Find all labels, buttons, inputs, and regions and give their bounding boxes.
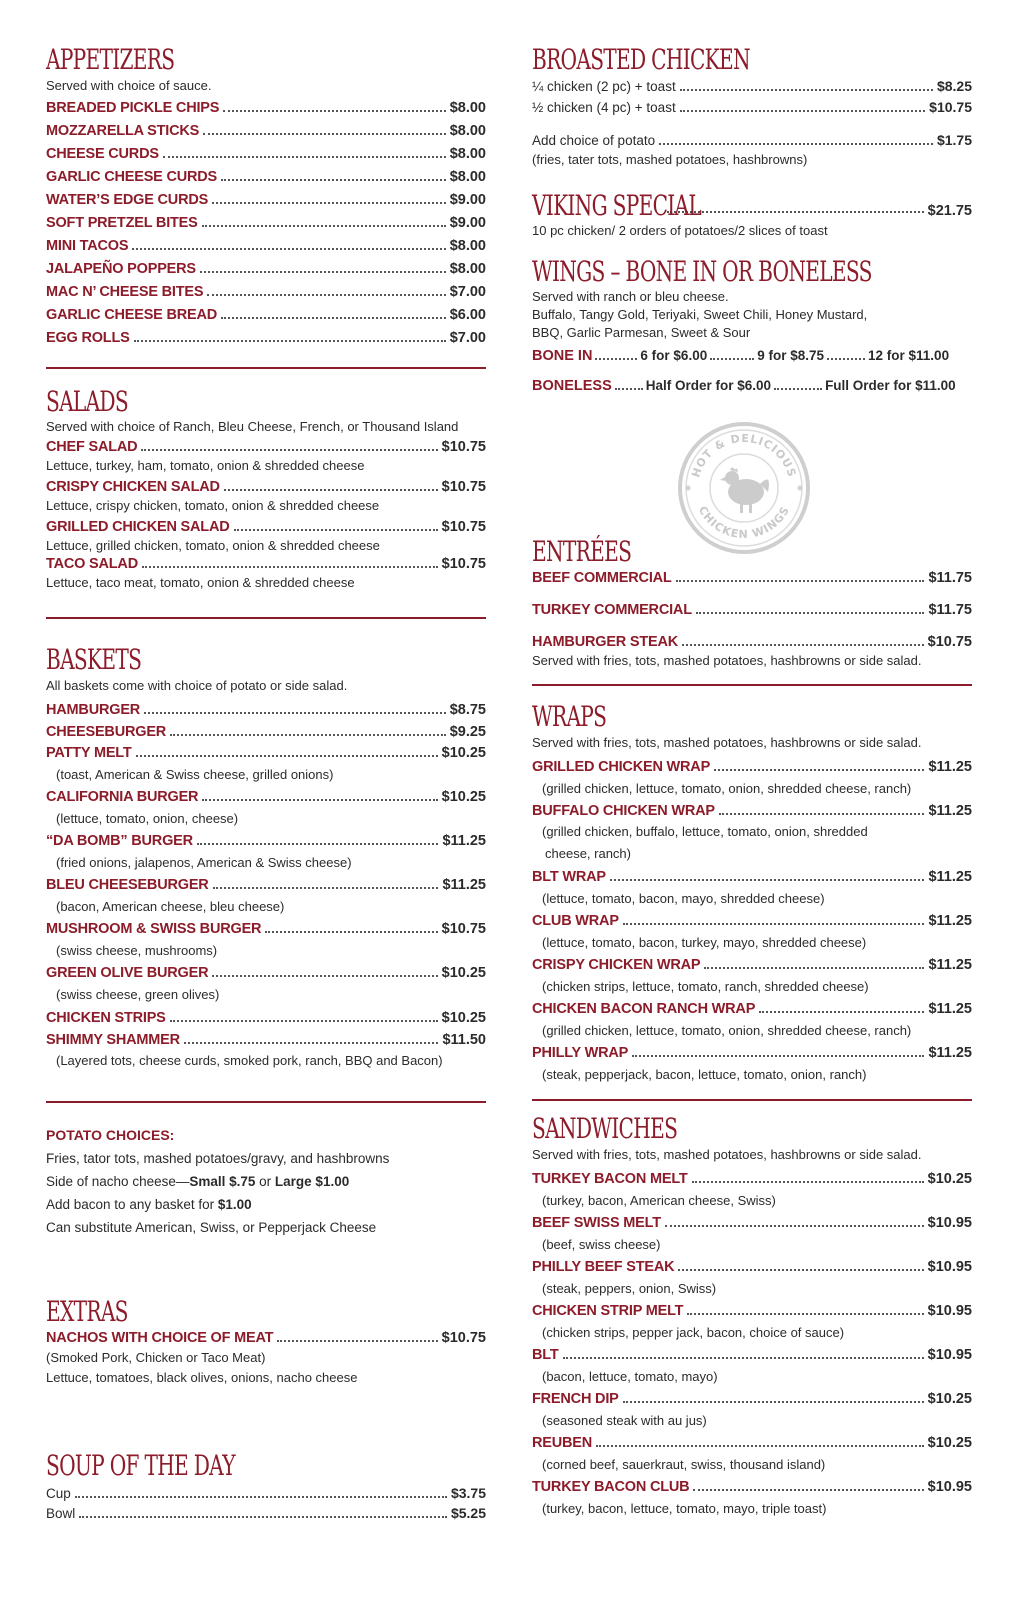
menu-item: CALIFORNIA BURGER $10.25 [46, 789, 486, 805]
wings-flavors: Buffalo, Tangy Gold, Teriyaki, Sweet Chili, Honey Mustard, [532, 307, 868, 322]
potato-choices-heading: POTATO CHOICES: [46, 1127, 175, 1143]
item-description: cheese, ranch) [545, 846, 631, 861]
item-description: (turkey, bacon, American cheese, Swiss) [542, 1193, 776, 1208]
item-description: (swiss cheese, mushrooms) [56, 943, 218, 958]
svg-text:HOT & DELICIOUS: HOT & DELICIOUS [689, 431, 799, 480]
wings-note: Served with ranch or bleu cheese. [532, 289, 729, 304]
menu-item: GRILLED CHICKEN SALAD $10.75 [46, 519, 486, 535]
extras-heading: EXTRAS [46, 1295, 128, 1328]
menu-item: PATTY MELT $10.25 [46, 745, 486, 761]
menu-item: NACHOS WITH CHOICE OF MEAT $10.75 [46, 1330, 486, 1346]
item-description: (seasoned steak with au jus) [542, 1413, 707, 1428]
viking-special-section [532, 190, 972, 239]
menu-item: TACO SALAD $10.75 [46, 556, 486, 572]
appetizers-heading: APPETIZERS [46, 43, 175, 76]
salads-heading: SALADS [46, 385, 128, 418]
item-description: (beef, swiss cheese) [542, 1237, 661, 1252]
item-description: 10 pc chicken/ 2 orders of potatoes/2 slices of toast [532, 223, 828, 238]
item-description: (lettuce, tomato, bacon, mayo, shredded cheese) [542, 891, 825, 906]
nacho-cheese-line: Side of nacho cheese—Small $.75 or Large $1.00 [46, 1174, 350, 1189]
menu-item: EGG ROLLS $7.00 [46, 330, 486, 346]
item-description: (fries, tater tots, mashed potatoes, hashbrowns) [532, 152, 808, 167]
item-description: (fried onions, jalapenos, American & Swiss cheese) [56, 855, 352, 870]
menu-item: MUSHROOM & SWISS BURGER $10.75 [46, 921, 486, 937]
menu-item: CRISPY CHICKEN SALAD $10.75 [46, 479, 486, 495]
menu-item: CHEESEBURGER $9.25 [46, 724, 486, 740]
item-description: (steak, peppers, onion, Swiss) [542, 1281, 717, 1296]
appetizers-note: Served with choice of sauce. [46, 78, 212, 93]
menu-item: ½ chicken (4 pc) + toast $10.75 [532, 99, 972, 115]
salads-list [46, 437, 486, 591]
item-description: (corned beef, sauerkraut, swiss, thousand island) [542, 1457, 826, 1472]
item-description: Lettuce, tomatoes, black olives, onions, nacho cheese [46, 1370, 358, 1385]
item-description: Lettuce, grilled chicken, tomato, onion & shredded cheese [46, 538, 380, 553]
soup-heading: SOUP OF THE DAY [46, 1449, 235, 1482]
menu-item: Cup $3.75 [46, 1485, 486, 1501]
baskets-note: All baskets come with choice of potato or side salad. [46, 678, 348, 693]
wraps-section [532, 701, 972, 1087]
menu-item: GRILLED CHICKEN WRAP $11.25 [532, 759, 972, 775]
menu-item: MOZZARELLA STICKS $8.00 [46, 123, 486, 139]
baskets-heading: BASKETS [46, 643, 142, 676]
broasted-chicken-section [532, 44, 972, 168]
soup-section [46, 1450, 486, 1523]
section-divider [46, 617, 486, 619]
wraps-heading: WRAPS [532, 700, 607, 733]
sandwiches-note: Served with fries, tots, mashed potatoes, hashbrowns or side salad. [532, 1147, 922, 1162]
salads-note: Served with choice of Ranch, Bleu Cheese, French, or Thousand Island [46, 419, 459, 434]
menu-item: HAMBURGER STEAK $10.75 [532, 634, 972, 650]
wings-boneless-row: BONELESS Half Order for $6.00 Full Order for $11.00 [532, 378, 956, 394]
sandwiches-heading: SANDWICHES [532, 1112, 678, 1145]
menu-item: CHICKEN BACON RANCH WRAP $11.25 [532, 1001, 972, 1017]
item-description: (bacon, lettuce, tomato, mayo) [542, 1369, 718, 1384]
menu-item: WATER’S EDGE CURDS $9.00 [46, 192, 486, 208]
sandwiches-list [532, 1169, 972, 1521]
section-divider [532, 1099, 972, 1101]
menu-item: TURKEY BACON MELT $10.25 [532, 1171, 972, 1187]
item-description: (steak, pepperjack, bacon, lettuce, tomato, onion, ranch) [542, 1067, 867, 1082]
menu-item: “DA BOMB” BURGER $11.25 [46, 833, 486, 849]
section-divider [46, 367, 486, 369]
item-description: (lettuce, tomato, bacon, turkey, mayo, shredded cheese) [542, 935, 867, 950]
entrees-heading: ENTRÉES [532, 535, 632, 568]
item-description: Lettuce, taco meat, tomato, onion & shredded cheese [46, 575, 355, 590]
menu-item: TURKEY COMMERCIAL $11.75 [532, 602, 972, 618]
menu-item: BEEF COMMERCIAL $11.75 [532, 570, 972, 586]
menu-item: BREADED PICKLE CHIPS $8.00 [46, 100, 486, 116]
item-description: Lettuce, crispy chicken, tomato, onion & shredded cheese [46, 498, 380, 513]
menu-item: Bowl $5.25 [46, 1505, 486, 1521]
item-description: (grilled chicken, lettuce, tomato, onion, shredded cheese, ranch) [542, 781, 912, 796]
menu-item: PHILLY WRAP $11.25 [532, 1045, 972, 1061]
section-divider [532, 684, 972, 686]
appetizers-section [46, 44, 486, 350]
baskets-list [46, 699, 486, 1071]
menu-item: ¼ chicken (2 pc) + toast $8.25 [532, 78, 972, 94]
potato-choices-line: Fries, tator tots, mashed potatoes/gravy, and hashbrowns [46, 1151, 390, 1166]
menu-item: CRISPY CHICKEN WRAP $11.25 [532, 957, 972, 973]
item-description: (swiss cheese, green olives) [56, 987, 220, 1002]
menu-item: CHICKEN STRIPS $10.25 [46, 1010, 486, 1026]
item-description: (Layered tots, cheese curds, smoked pork, ranch, BBQ and Bacon) [56, 1053, 443, 1068]
menu-item: BLT WRAP $11.25 [532, 869, 972, 885]
viking-special-row [532, 190, 972, 222]
item-description: (bacon, American cheese, bleu cheese) [56, 899, 285, 914]
menu-item: CHICKEN STRIP MELT $10.95 [532, 1303, 972, 1319]
menu-item: BLT $10.95 [532, 1347, 972, 1363]
menu-item: PHILLY BEEF STEAK $10.95 [532, 1259, 972, 1275]
section-divider [46, 1101, 486, 1103]
appetizers-list [46, 97, 486, 350]
menu-item: GARLIC CHEESE CURDS $8.00 [46, 169, 486, 185]
broasted-chicken-heading: BROASTED CHICKEN [532, 43, 750, 76]
wraps-note: Served with fries, tots, mashed potatoes, hashbrowns or side salad. [532, 735, 922, 750]
menu-item: Add choice of potato $1.75 [532, 132, 972, 148]
menu-item: HAMBURGER $8.75 [46, 702, 486, 718]
item-description: (chicken strips, pepper jack, bacon, choice of sauce) [542, 1325, 845, 1340]
viking-special-heading: VIKING SPECIAL [532, 189, 702, 222]
menu-item: GARLIC CHEESE BREAD $6.00 [46, 307, 486, 323]
viking-special-price: $21.75 [927, 203, 972, 219]
menu-item: MAC N’ CHEESE BITES $7.00 [46, 284, 486, 300]
svg-text:CHICKEN WINGS: CHICKEN WINGS [695, 503, 793, 542]
menu-item: BEEF SWISS MELT $10.95 [532, 1215, 972, 1231]
menu-item: CLUB WRAP $11.25 [532, 913, 972, 929]
wings-section [532, 256, 972, 396]
item-description: Served with fries, tots, mashed potatoes, hashbrowns or side salad. [532, 653, 922, 668]
wings-flavors: BBQ, Garlic Parmesan, Sweet & Sour [532, 325, 751, 340]
add-bacon-line: Add bacon to any basket for $1.00 [46, 1197, 252, 1212]
menu-item: BLEU CHEESEBURGER $11.25 [46, 877, 486, 893]
item-description: (grilled chicken, lettuce, tomato, onion, shredded cheese, ranch) [542, 1023, 912, 1038]
item-description: (turkey, bacon, lettuce, tomato, mayo, triple toast) [542, 1501, 827, 1516]
potato-choices-section [46, 1124, 486, 1239]
item-description: (grilled chicken, buffalo, lettuce, tomato, onion, shredded [542, 824, 868, 839]
sandwiches-section [532, 1113, 972, 1521]
menu-item: FRENCH DIP $10.25 [532, 1391, 972, 1407]
menu-item: CHEF SALAD $10.75 [46, 439, 486, 455]
item-description: (Smoked Pork, Chicken or Taco Meat) [46, 1350, 266, 1365]
item-description: (chicken strips, lettuce, tomato, ranch, shredded cheese) [542, 979, 869, 994]
menu-item: SOFT PRETZEL BITES $9.00 [46, 215, 486, 231]
wings-bone-in-row: BONE IN 6 for $6.00 9 for $8.75 12 for $11.00 [532, 348, 950, 364]
menu-item: SHIMMY SHAMMER $11.50 [46, 1032, 486, 1048]
menu-item: MINI TACOS $8.00 [46, 238, 486, 254]
wraps-list [532, 757, 972, 1087]
menu-item: GREEN OLIVE BURGER $10.25 [46, 965, 486, 981]
baskets-section [46, 644, 486, 1071]
cheese-substitute-line: Can substitute American, Swiss, or Pepperjack Cheese [46, 1220, 377, 1235]
item-description: Lettuce, turkey, ham, tomato, onion & shredded cheese [46, 458, 365, 473]
menu-item: TURKEY BACON CLUB $10.95 [532, 1479, 972, 1495]
item-description: (toast, American & Swiss cheese, grilled onions) [56, 767, 334, 782]
entrees-section [532, 536, 972, 669]
extras-section [46, 1296, 486, 1388]
salads-section [46, 386, 486, 591]
menu-item: CHEESE CURDS $8.00 [46, 146, 486, 162]
menu-item: JALAPEÑO POPPERS $8.00 [46, 261, 486, 277]
wings-heading: WINGS – BONE IN OR BONELESS [532, 255, 872, 288]
menu-item: REUBEN $10.25 [532, 1435, 972, 1451]
item-description: (lettuce, tomato, onion, cheese) [56, 811, 239, 826]
menu-item: BUFFALO CHICKEN WRAP $11.25 [532, 803, 972, 819]
